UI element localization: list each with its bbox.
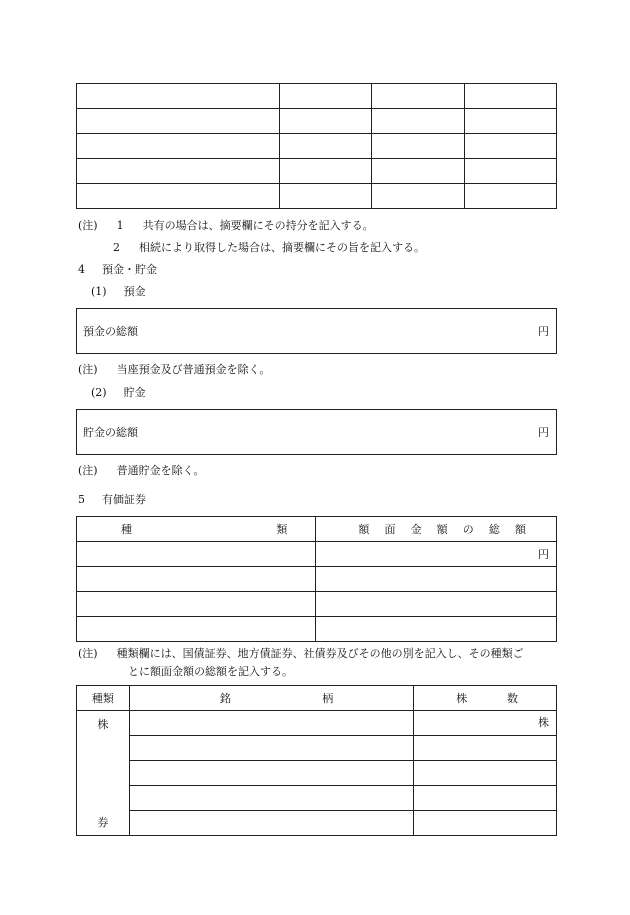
section-title: 預金・貯金	[102, 263, 157, 276]
header-char: 額	[436, 523, 448, 536]
note-number: 1	[116, 219, 124, 232]
savings-note	[78, 464, 204, 478]
deposit-subheading	[91, 285, 146, 299]
stock-issue-cell[interactable]	[129, 786, 413, 811]
section-number: 4	[78, 263, 85, 276]
sub-title: 預金	[123, 285, 146, 298]
stock-type-char-top: 株	[97, 718, 109, 731]
stock-shares-cell[interactable]	[414, 736, 557, 761]
deposit-total-box	[76, 308, 557, 354]
securities-note-line1	[78, 647, 524, 661]
section-number: 5	[78, 493, 85, 506]
table-cell[interactable]	[465, 109, 557, 134]
table-row	[77, 159, 557, 184]
yen-unit: 円	[538, 325, 549, 338]
securities-type-cell[interactable]	[77, 542, 316, 567]
table-cell[interactable]	[77, 159, 280, 184]
table-cell[interactable]	[279, 159, 372, 184]
header-char: 総	[488, 523, 500, 536]
header-char: 面	[384, 523, 396, 536]
sub-number: (2)	[91, 386, 107, 399]
stock-issue-header: 銘 柄	[129, 686, 413, 711]
header-char: 額	[514, 523, 526, 536]
stock-type-cell	[77, 711, 130, 836]
table-row	[77, 84, 557, 109]
deposit-note	[78, 363, 270, 377]
table-cell[interactable]	[279, 184, 372, 209]
table-cell[interactable]	[372, 159, 465, 184]
table-row	[77, 184, 557, 209]
table-cell[interactable]	[372, 134, 465, 159]
note-label: (注)	[78, 363, 98, 376]
securities-amount-cell[interactable]	[316, 567, 557, 592]
stock-issue-cell[interactable]	[129, 736, 413, 761]
stock-type-char-bottom: 券	[97, 816, 109, 829]
note-text: とに額面金額の総額を記入する。	[128, 665, 293, 678]
table-row	[77, 109, 557, 134]
stock-shares-cell[interactable]	[414, 711, 557, 736]
savings-total-label: 貯金の総額	[83, 426, 138, 439]
stock-issue-cell[interactable]	[129, 711, 413, 736]
note-text: 相続により取得した場合は、摘要欄にその旨を記入する。	[139, 241, 425, 254]
table-cell[interactable]	[465, 159, 557, 184]
stock-table	[76, 685, 557, 836]
securities-type-cell[interactable]	[77, 567, 316, 592]
deposit-total-label: 預金の総額	[83, 325, 138, 338]
table-cell[interactable]	[465, 84, 557, 109]
table-cell[interactable]	[77, 109, 280, 134]
note-text: 種類欄には、国債証券、地方債証券、社債券及びその他の別を記入し、その種類ご	[116, 647, 524, 660]
section4-heading	[78, 263, 157, 277]
top-note-1	[78, 219, 374, 233]
section5-heading	[78, 493, 146, 507]
table-row	[77, 134, 557, 159]
table-cell[interactable]	[372, 109, 465, 134]
securities-amount-cell[interactable]	[316, 542, 557, 567]
yen-unit: 円	[538, 426, 549, 439]
table-row	[77, 761, 557, 786]
top-property-table	[76, 83, 557, 209]
shares-unit: 株	[538, 716, 549, 729]
table-row	[77, 786, 557, 811]
table-cell[interactable]	[77, 84, 280, 109]
table-row	[77, 811, 557, 836]
sub-title: 貯金	[123, 386, 146, 399]
stock-shares-cell[interactable]	[414, 811, 557, 836]
table-row	[77, 617, 557, 642]
table-cell[interactable]	[372, 184, 465, 209]
note-label: (注)	[78, 219, 98, 232]
note-text: 共有の場合は、摘要欄にその持分を記入する。	[142, 219, 374, 232]
yen-unit: 円	[538, 548, 549, 561]
section-title: 有価証券	[102, 493, 146, 506]
table-cell[interactable]	[279, 109, 372, 134]
stock-issue-cell[interactable]	[129, 811, 413, 836]
securities-amount-header	[316, 517, 557, 542]
securities-table	[76, 516, 557, 642]
note-label: (注)	[78, 464, 98, 477]
table-cell[interactable]	[77, 184, 280, 209]
table-row	[77, 736, 557, 761]
table-row	[77, 542, 557, 567]
securities-type-cell[interactable]	[77, 592, 316, 617]
table-row	[77, 592, 557, 617]
note-label: (注)	[78, 647, 98, 660]
securities-type-cell[interactable]	[77, 617, 316, 642]
stock-shares-cell[interactable]	[414, 761, 557, 786]
securities-type-header: 種 類	[77, 517, 316, 542]
sub-number: (1)	[91, 285, 107, 298]
securities-note-line2	[128, 665, 293, 679]
header-char: の	[462, 523, 474, 536]
table-cell[interactable]	[279, 84, 372, 109]
securities-amount-cell[interactable]	[316, 617, 557, 642]
table-cell[interactable]	[372, 84, 465, 109]
savings-subheading	[91, 386, 146, 400]
table-cell[interactable]	[465, 134, 557, 159]
header-char: 額	[358, 523, 370, 536]
table-cell[interactable]	[465, 184, 557, 209]
table-cell[interactable]	[77, 134, 280, 159]
stock-shares-cell[interactable]	[414, 786, 557, 811]
stock-shares-header: 株 数	[414, 686, 557, 711]
securities-amount-cell[interactable]	[316, 592, 557, 617]
savings-total-box	[76, 409, 557, 455]
table-row	[77, 567, 557, 592]
note-text: 当座預金及び普通預金を除く。	[116, 363, 271, 376]
note-text: 普通貯金を除く。	[116, 464, 205, 477]
stock-type-header: 種類	[77, 686, 130, 711]
note-number: 2	[113, 241, 120, 254]
table-cell[interactable]	[279, 134, 372, 159]
header-char: 金	[410, 523, 422, 536]
stock-issue-cell[interactable]	[129, 761, 413, 786]
top-note-2	[113, 241, 425, 255]
table-row	[77, 711, 557, 736]
